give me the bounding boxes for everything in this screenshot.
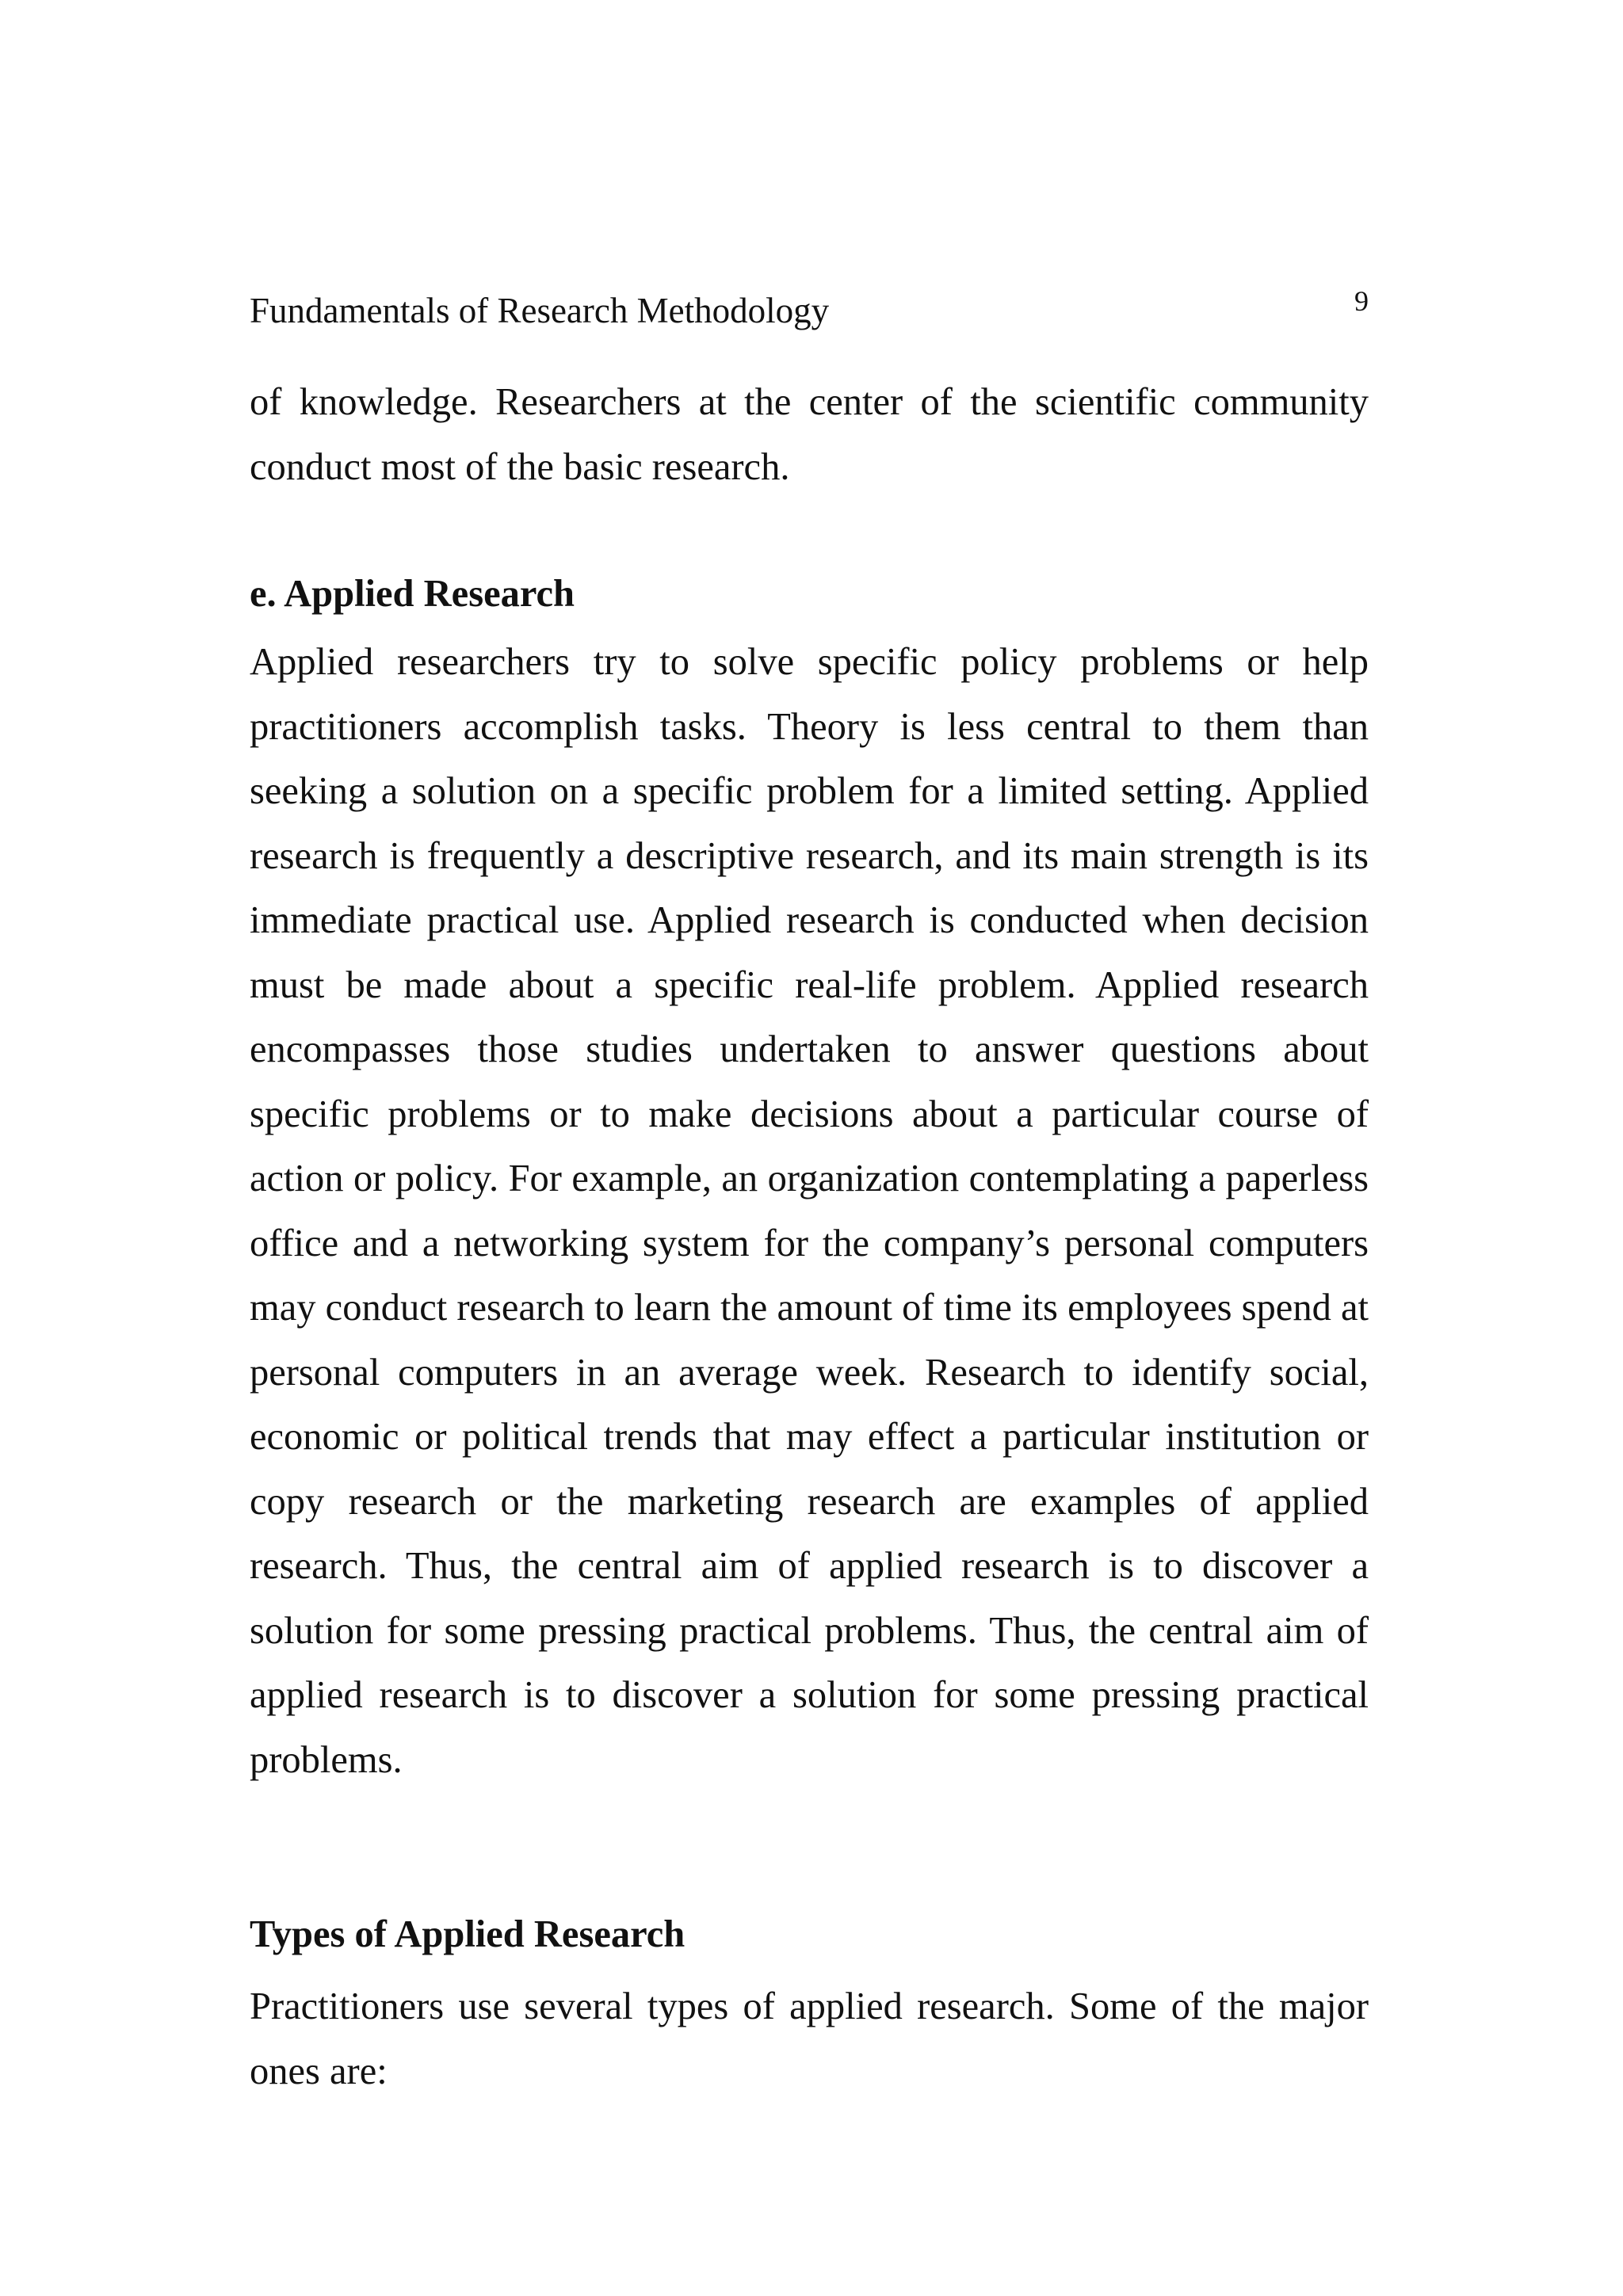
section-e-body <box>250 630 1369 1792</box>
section-e-heading-block <box>250 562 1369 627</box>
types-paragraph: Practitioners use several types of applied research. Some of the major ones are: <box>250 1985 1369 2092</box>
section-types-heading-block <box>250 1902 1369 1967</box>
continuation-paragraph-block <box>250 370 1369 499</box>
types-heading: Types of Applied Research <box>250 1913 685 1955</box>
running-header <box>250 287 1369 334</box>
page-number: 9 <box>1354 285 1369 317</box>
applied-research-paragraph: Applied researchers try to solve specific policy problems or help practitioners accomplish tasks. Theory is less central to them than seeking a solution on a specific problem for a limited setting. Applied research is frequently a descriptive research, and its main strength is its immediate practical use. Applied research is conducted when decision must be made about a specific real-life problem. Applied research encompasses those studies undertaken to answer questions about specific problems or to make decisions about a particular course of action or policy. For example, an organization contemplating a paperless office and a networking system for the company’s personal computers may conduct research to learn the amount of time its employees spend at personal computers in an average week. Research to identify social, economic or political trends that may effect a particular institution or copy research or the marketing research are examples of applied research. Thus, the central aim of applied research is to discover a solution for some pressing practical problems. Thus, the central aim of applied research is to discover a solution for some pressing practical problems. <box>250 641 1369 1781</box>
continuation-paragraph: of knowledge. Researchers at the center of the scientific community conduct most of the basic research. <box>250 381 1369 488</box>
running-header-title: Fundamentals of Research Methodology <box>250 291 830 330</box>
section-types-body <box>250 1974 1369 2103</box>
section-e-heading: e. Applied Research <box>250 573 575 615</box>
